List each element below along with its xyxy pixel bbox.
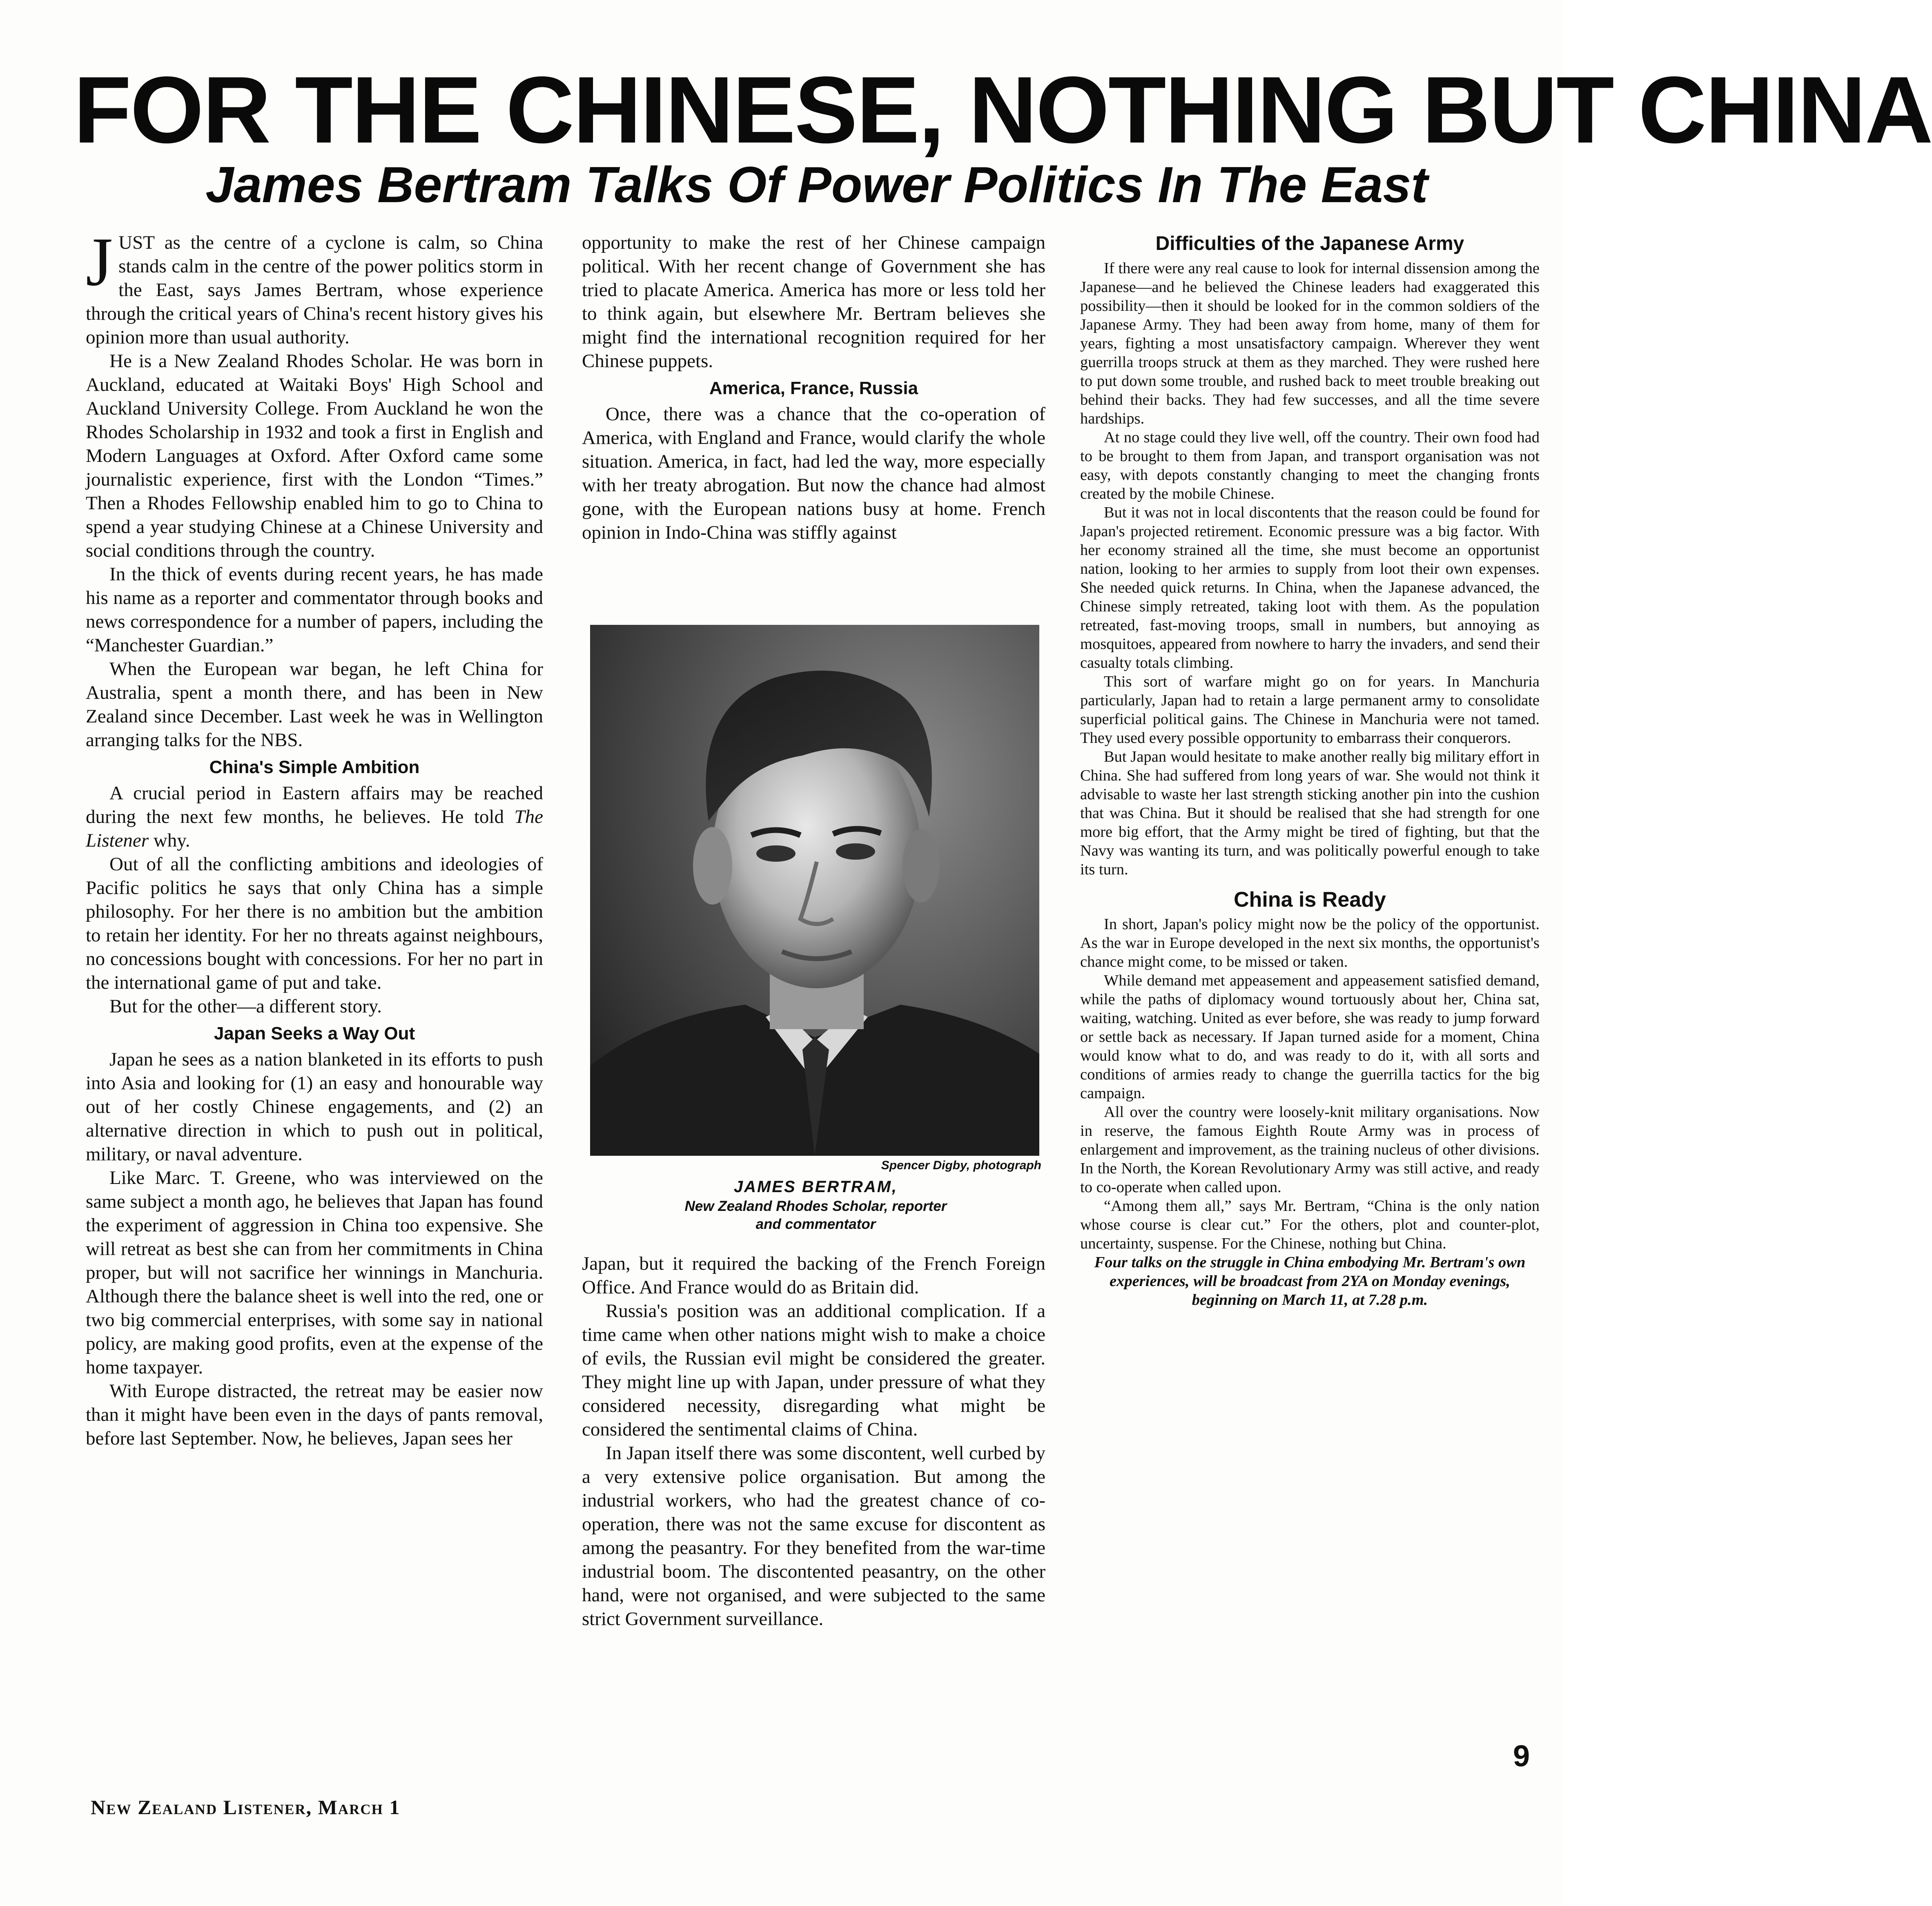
paragraph: While demand met appeasement and appeasement satisfied demand, while the paths of diplomacy wound tortuously about her, China sat, waiting, watching. United as ever before, she was ready to jump forward or settle back as necessary. If Japan turned aside for a moment, China would know what to do, and was ready to do it, with all sorts and conditions of armies ready to change the guerrilla tactics for the big campaign. bbox=[1080, 972, 1540, 1102]
photo-credit: Spencer Digby, photograph bbox=[881, 1159, 1041, 1172]
paragraph: Once, there was a chance that the co-operation of America, with England and France, would clarify the whole situation. America, in fact, had led the way, more especially with her treaty abrogation. But now the chance had almost gone, with the European nations busy at home. French opinion in Indo-China was stiffly against bbox=[582, 403, 1045, 543]
paragraph bbox=[86, 781, 543, 852]
column-2-top bbox=[582, 231, 1045, 544]
paragraph: Japan, but it required the backing of the French Foreign Office. And France would do as Britain did. bbox=[582, 1253, 1045, 1298]
lead-paragraph bbox=[86, 223, 543, 349]
paragraph: Russia's position was an additional complication. If a time came when other nations might wish to make a choice of evils, the Russian evil might be considered the greater. They might line up with Japan, under pressure of what they considered necessity, disregarding what might be considered the sentimental claims of China. bbox=[582, 1300, 1045, 1440]
caption-role: New Zealand Rhodes Scholar, reporter bbox=[684, 1198, 947, 1214]
column-3 bbox=[1080, 229, 1540, 1309]
paragraph: “Among them all,” says Mr. Bertram, “China is the only nation whose course is clear cut.” For the others, plot and counter-plot, uncertainty, suspense. For the Chinese, nothing but China. bbox=[1080, 1197, 1540, 1252]
lead-text: UST as the centre of a cyclone is calm, so China stands calm in the centre of the power politics storm in the East, says James Bertram, whose experience through the critical years of China's recent history gives his opinion more than usual authority. bbox=[86, 232, 543, 348]
portrait-photo bbox=[590, 625, 1039, 1156]
section-heading: Difficulties of the Japanese Army bbox=[1155, 233, 1464, 254]
paragraph: In short, Japan's policy might now be the policy of the opportunist. As the war in Europe developed in the next six months, the opportunist's chance might come, to be missed or taken. bbox=[1080, 916, 1540, 970]
page-number: 9 bbox=[1513, 1739, 1530, 1773]
paragraph: With Europe distracted, the retreat may be easier now than it might have been even in the days of pants removal, before last September. Now, he believes, Japan sees her bbox=[86, 1380, 543, 1449]
caption-role: and commentator bbox=[755, 1216, 876, 1232]
paragraph: He is a New Zealand Rhodes Scholar. He was born in Auckland, educated at Waitaki Boys' High School and Auckland University College. From Auckland he won the Rhodes Scholarship in 1932 and took a first in English and Modern Languages at Oxford. After Oxford came some journalistic experience, first with the London “Times.” Then a Rhodes Fellowship enabled him to go to China to spend a year studying Chinese at a Chinese University and social conditions through the country. bbox=[86, 350, 543, 561]
column-2-bottom bbox=[582, 1252, 1045, 1631]
paragraph: All over the country were loosely-knit military organisations. Now in reserve, the famous Eighth Route Army was in process of enlargement and improvement, as the training nucleus of other divisions. In the North, the Korean Revolutionary Army was still active, and ready to co-operate when called upon. bbox=[1080, 1103, 1540, 1196]
subheadline: James Bertram Talks Of Power Politics In The East bbox=[205, 157, 1428, 213]
broadcast-note: Four talks on the struggle in China embodying Mr. Bertram's own experiences, will be broadcast from 2YA on Monday evenings, beginning on March 11, at 7.28 p.m. bbox=[1094, 1254, 1526, 1309]
paragraph: In the thick of events during recent years, he has made his name as a reporter and commentator through books and news correspondence for a number of papers, including the “Manchester Guardian.” bbox=[86, 564, 543, 656]
paragraph: In Japan itself there was some discontent, well curbed by a very extensive police organisation. But among the industrial workers, who had the greatest chance of co-operation, there was not the same excuse for discontent as among the peasantry. For they benefited from the war-time industrial boom. The discontented peasantry, on the other hand, were not organised, and were subjected to the same strict Government surveillance. bbox=[582, 1442, 1045, 1630]
paragraph: But Japan would hesitate to make another really big military effort in China. She had suffered from long years of war. She would not think it advisable to waste her last strength sticking another pin into the cushion that was China. But it should be realised that she had strength for one more big effort, that the Army might be tired of fighting, but that the Navy was wanting its turn, and was politically powerful enough to take its turn. bbox=[1080, 748, 1540, 878]
section-heading: China's Simple Ambition bbox=[209, 757, 420, 777]
paragraph: When the European war began, he left China for Australia, spent a month there, and has been in New Zealand since December. Last week he was in Wellington arranging talks for the NBS. bbox=[86, 658, 543, 751]
photo-caption bbox=[590, 1176, 1041, 1233]
caption-name: JAMES BERTRAM, bbox=[733, 1178, 898, 1196]
paragraph: Japan he sees as a nation blanketed in its efforts to push into Asia and looking for (1) an easy and honourable way out of her costly Chinese engagements, and (2) an alternative direction in which to push out in political, military, or naval adventure. bbox=[86, 1049, 543, 1165]
text-run: why. bbox=[149, 830, 190, 851]
paragraph: opportunity to make the rest of her Chinese campaign political. With her recent change of Government she has tried to placate America. America has more or less told her to think again, but elsewhere Mr. Bertram believes she might find the international recognition required for her Chinese puppets. bbox=[582, 232, 1045, 372]
column-1 bbox=[86, 223, 543, 1450]
section-heading: Japan Seeks a Way Out bbox=[214, 1023, 415, 1043]
paragraph: If there were any real cause to look for internal dissension among the Japanese—and he believed the Chinese leaders had exaggerated this possibility—then it should be looked for in the common soldiers of the Japanese Army. They had been away from home, many of them for years, fighting a most unsatisfactory campaign. Wherever they went guerrilla troops struck at them as they marched. They were rushed here to put down some trouble, and rushed back to meet trouble breaking out behind their backs. They had few successes, and all the time severe hardships. bbox=[1080, 260, 1540, 427]
paragraph: Out of all the conflicting ambitions and ideologies of Pacific politics he says that only China has a simple philosophy. For her there is no ambition but the ambition to retain her identity. For her no threats against neighbours, no concessions bought with concessions. For her no part in the international game of put and take. bbox=[86, 854, 543, 993]
paragraph: But it was not in local discontents that the reason could be found for Japan's projected retirement. Economic pressure was a big factor. With her economy strained all the time, she must become an opportunist nation, looking to her armies to supply from loot their own expenses. She needed quick returns. In China, when the Japanese advanced, the Chinese simply retreated, taking loot with them. As the population retreated, fast-moving troops, small in numbers, but annoying as mosquitoes, appeared from nowhere to harry the invaders, and send their casualty totals climbing. bbox=[1080, 504, 1540, 671]
drop-cap: J bbox=[86, 223, 113, 300]
section-heading: America, France, Russia bbox=[709, 378, 918, 398]
paragraph: But for the other—a different story. bbox=[109, 996, 382, 1017]
paragraph: Like Marc. T. Greene, who was interviewed on the same subject a month ago, he believes that Japan has found the experiment of aggression in China too expensive. She will retreat as best she can from her commitments in China proper, but will not sacrifice her winnings in Manchuria. Although there the balance sheet is well into the red, one or two big commercial enterprises, with some say in national policy, are making good profits, even at the expense of the home taxpayer. bbox=[86, 1167, 543, 1378]
paragraph: At no stage could they live well, off the country. Their own food had to be brought to them from Japan, and transport organisation was not easy, with depots constantly changing to meet the changing fronts created by the mobile Chinese. bbox=[1080, 429, 1540, 502]
section-heading: China is Ready bbox=[1234, 888, 1386, 912]
footer-publication: New Zealand Listener, March 1 bbox=[91, 1796, 401, 1819]
portrait-image bbox=[590, 625, 1039, 1156]
publication-title: The Listener bbox=[86, 806, 543, 851]
headline: FOR THE CHINESE, NOTHING BUT CHINA bbox=[74, 57, 1932, 163]
text-run: A crucial period in Eastern affairs may be reached during the next few months, he believes. He told bbox=[86, 782, 543, 827]
paragraph: This sort of warfare might go on for years. In Manchuria particularly, Japan had to retain a large permanent army to consolidate superficial political gains. The Chinese in Manchuria were not tamed. They used every possible opportunity to embarrass their conquerors. bbox=[1080, 673, 1540, 747]
